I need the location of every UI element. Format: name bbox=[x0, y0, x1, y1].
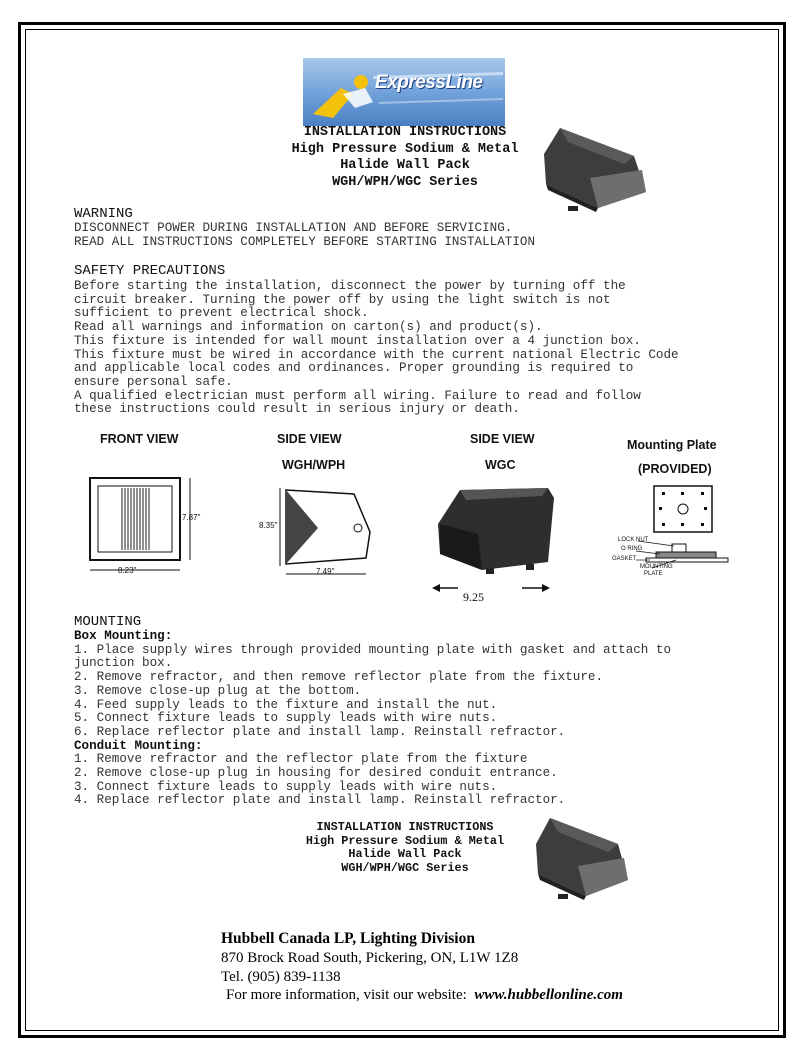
mounting-label: MOUNTING bbox=[640, 564, 673, 570]
logo-text: ExpressLine bbox=[375, 72, 483, 93]
front-view-width: 8.23" bbox=[118, 566, 137, 575]
conduit-step: 4. Replace reflector plate and install lamp. Reinstall refractor. bbox=[74, 793, 566, 808]
safety-text bbox=[74, 280, 679, 417]
o-ring-label: O RING bbox=[621, 546, 643, 552]
safety-line: these instructions could result in serious injury or death. bbox=[74, 402, 520, 417]
front-view-diagram bbox=[82, 470, 212, 578]
box-step: 4. Feed supply leads to the fixture and install the nut. bbox=[74, 697, 498, 712]
title-line: WGH/WPH/WGC Series bbox=[332, 174, 478, 190]
warning-line: READ ALL INSTRUCTIONS COMPLETELY BEFORE STARTING INSTALLATION bbox=[74, 234, 536, 249]
safety-line: circuit breaker. Turning the power off by using the light switch is not bbox=[74, 292, 611, 307]
gasket-label: GASKET bbox=[612, 556, 637, 562]
box-mounting-heading: Box Mounting: bbox=[74, 629, 173, 643]
safety-line: A qualified electrician must perform all wiring. Failure to read and follow bbox=[74, 388, 641, 403]
mounting-text bbox=[74, 630, 671, 808]
company-name: Hubbell Canada LP, Lighting Division bbox=[221, 930, 475, 947]
repeat-title-line: WGH/WPH/WGC Series bbox=[341, 860, 469, 875]
company-address: 870 Brock Road South, Pickering, ON, L1W 1Z8 bbox=[221, 950, 519, 966]
box-step: 1. Place supply wires through provided mounting plate with gasket and attach to bbox=[74, 642, 672, 657]
more-info bbox=[226, 987, 623, 1004]
front-view-label: FRONT VIEW bbox=[100, 432, 179, 446]
mounting-plate-diagram bbox=[606, 480, 732, 590]
repeat-title-line: High Pressure Sodium & Metal bbox=[305, 833, 505, 848]
more-info-text: For more information, visit our website: bbox=[226, 987, 467, 1003]
mounting-plate-sublabel: (PROVIDED) bbox=[638, 462, 712, 476]
warning-heading: WARNING bbox=[74, 206, 133, 222]
repeat-title-line: Halide Wall Pack bbox=[348, 847, 462, 862]
safety-line: This fixture must be wired in accordance with the current national Electric Code bbox=[74, 347, 679, 362]
mounting-plate-label: Mounting Plate bbox=[627, 438, 717, 452]
company-phone: Tel. (905) 839-1138 bbox=[221, 969, 341, 985]
box-step: 5. Connect fixture leads to supply leads with wire nuts. bbox=[74, 711, 498, 726]
conduit-mounting-heading: Conduit Mounting: bbox=[74, 738, 203, 753]
mounting-heading: MOUNTING bbox=[74, 614, 142, 630]
conduit-step: 3. Connect fixture leads to supply leads with wire nuts. bbox=[74, 779, 498, 794]
warning-text bbox=[74, 222, 535, 249]
conduit-step: 2. Remove close-up plug in housing for desired conduit entrance. bbox=[74, 766, 558, 781]
safety-line: sufficient to prevent electrical shock. bbox=[74, 306, 369, 321]
box-step: 6. Replace reflector plate and install lamp. Reinstall refractor. bbox=[74, 724, 566, 739]
side-view-wgh-height: 8.35" bbox=[259, 521, 278, 530]
side-view-wgc-width: 9.25 bbox=[463, 590, 484, 604]
box-step: 2. Remove refractor, and then remove reflector plate from the fixture. bbox=[74, 670, 604, 685]
website-link[interactable]: www.hubbellonline.com bbox=[474, 987, 623, 1003]
side-view-wgc-sublabel: WGC bbox=[485, 458, 516, 472]
title-line: Halide Wall Pack bbox=[340, 158, 470, 173]
side-view-wgh-sublabel: WGH/WPH bbox=[282, 458, 346, 472]
safety-line: Before starting the installation, disconnect the power by turning off the bbox=[74, 279, 626, 293]
safety-line: ensure personal safe. bbox=[74, 374, 233, 389]
repeat-title-line: INSTALLATION INSTRUCTIONS bbox=[316, 820, 494, 834]
safety-line: and applicable local codes and ordinances. Proper grounding is required to bbox=[74, 361, 634, 376]
box-step: 3. Remove close-up plug at the bottom. bbox=[74, 683, 362, 698]
wall-pack-fixture-image bbox=[538, 124, 652, 216]
wall-pack-fixture-image-bottom bbox=[530, 814, 634, 906]
safety-line: This fixture is intended for wall mount installation over a 4 junction box. bbox=[74, 333, 641, 348]
side-view-wgh-width: 7.49" bbox=[316, 567, 335, 576]
safety-heading: SAFETY PRECAUTIONS bbox=[74, 263, 226, 279]
plate-label: PLATE bbox=[644, 571, 663, 577]
lock-nut-label: LOCK NUT bbox=[618, 537, 649, 543]
side-view-wgh-label: SIDE VIEW bbox=[277, 432, 342, 446]
page-title bbox=[255, 125, 555, 191]
repeat-title bbox=[255, 821, 555, 875]
expressline-logo bbox=[303, 58, 505, 126]
title-line: High Pressure Sodium & Metal bbox=[291, 141, 519, 157]
warning-line: DISCONNECT POWER DURING INSTALLATION AND BEFORE SERVICING. bbox=[74, 221, 513, 235]
safety-line: Read all warnings and information on carton(s) and product(s). bbox=[74, 320, 543, 335]
conduit-step: 1. Remove refractor and the reflector plate from the fixture bbox=[74, 752, 528, 767]
box-step: junction box. bbox=[74, 656, 173, 671]
title-line: INSTALLATION INSTRUCTIONS bbox=[303, 125, 507, 140]
front-view-height: 7.87" bbox=[182, 513, 201, 522]
side-view-wgc-diagram bbox=[430, 484, 560, 602]
side-view-wgc-label: SIDE VIEW bbox=[470, 432, 535, 446]
